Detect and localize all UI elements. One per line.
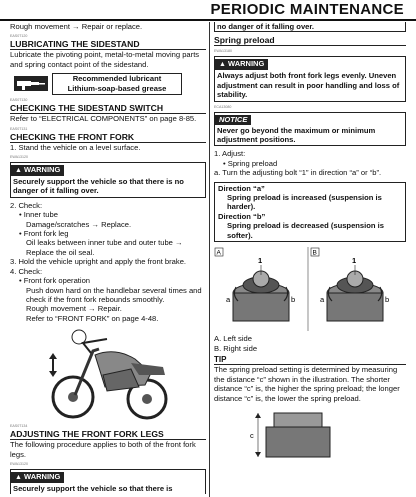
warning-code: EWA13120 — [10, 461, 29, 466]
sidestand-switch-heading: CHECKING THE SIDESTAND SWITCH — [10, 103, 206, 114]
step-3: 3. Hold the vehicle upright and apply the front brake. — [10, 257, 187, 267]
figure-number: 1 — [258, 256, 263, 266]
header-rule — [0, 19, 416, 21]
tip-label: TIP — [214, 354, 227, 364]
figure-direction-b: b — [385, 295, 390, 305]
warning-tag — [11, 472, 64, 483]
warning-box — [10, 469, 206, 494]
left-column — [10, 22, 206, 494]
column-divider — [209, 22, 210, 497]
notice-box — [214, 112, 406, 147]
warning-text: Securely support the vehicle so that there is no danger of it falling over. — [13, 177, 184, 196]
front-fork-leg-item: • Front fork leg — [19, 229, 69, 239]
lubricant-box — [52, 73, 182, 95]
section-code: EAS0T134 — [10, 424, 28, 429]
section-code: EAS0T130 — [10, 98, 28, 103]
motorcycle-illustration — [35, 325, 185, 421]
warning-triangle-icon: ▲ — [15, 167, 22, 175]
warning-tag — [215, 59, 268, 70]
warning-triangle-icon: ▲ — [219, 61, 226, 69]
warning-label: WARNING — [24, 471, 61, 481]
figure-direction-a: a — [226, 295, 231, 305]
warning-box — [214, 56, 406, 101]
front-fork-heading: CHECKING THE FRONT FORK — [10, 132, 206, 143]
notice-tag: NOTICE — [215, 115, 251, 125]
section-code: EAS0T131 — [10, 126, 28, 131]
rough-movement-text: Rough movement → Repair or replace. — [10, 22, 143, 31]
warning-text: Securely support the vehicle so that there is — [13, 483, 173, 493]
page-header — [0, 0, 416, 18]
direction-a-text: Spring preload is increased (suspension is harder). — [227, 193, 382, 212]
direction-b-title: Direction “b” — [218, 211, 266, 221]
step-1: 1. Stand the vehicle on a level surface. — [10, 142, 141, 152]
warning-label: WARNING — [24, 165, 61, 175]
warning-text: Always adjust both front fork legs evenly. Uneven adjustment can result in poor handling and loss of stability. — [217, 71, 400, 100]
adjust-body: The following procedure applies to both of the front fork legs. — [10, 440, 196, 459]
preload-measurement-figure — [214, 407, 402, 467]
figure-label-a: A — [216, 249, 221, 257]
figure-direction-a: a — [320, 295, 325, 305]
section-code: EAS0T120 — [10, 34, 28, 39]
caption-left-side: A. Left side — [214, 334, 252, 344]
figure-label-b: B — [312, 249, 317, 257]
figure-direction-b: b — [291, 295, 296, 305]
spring-preload-item: • Spring preload — [223, 158, 278, 168]
figure-number: 1 — [352, 256, 357, 266]
step-4: 4. Check: — [10, 266, 43, 276]
lubricant-label: Recommended lubricant — [72, 74, 162, 84]
fork-operation-body: Push down hard on the handlebar several times and check if the front fork rebounds smoothly. — [26, 285, 202, 304]
step-1a: a. Turn the adjusting bolt “1” in direction “a” or “b”. — [214, 168, 382, 178]
warning-box-continued — [214, 22, 406, 32]
step-1: 1. Adjust: — [214, 149, 246, 159]
spring-preload-heading: Spring preload — [214, 35, 406, 46]
lubricant-callout — [10, 73, 206, 95]
notice-text: Never go beyond the maximum or minimum adjustment positions. — [217, 125, 376, 145]
warning-tag — [11, 165, 64, 176]
sidestand-heading: LUBRICATING THE SIDESTAND — [10, 39, 206, 50]
warning-triangle-icon: ▲ — [15, 473, 22, 481]
warning-continued-text: no danger of it falling over. — [217, 22, 315, 31]
lubricant-value: Lithium-soap-based grease — [67, 83, 167, 93]
warning-label: WARNING — [228, 59, 265, 69]
inner-tube-item: • Inner tube — [19, 210, 58, 220]
page-title: PERIODIC MAINTENANCE — [210, 1, 404, 18]
warning-code: EWA13120 — [10, 155, 29, 160]
step-2: 2. Check: — [10, 200, 43, 210]
notice-code: ECA13080 — [214, 104, 232, 109]
caption-right-side: B. Right side — [214, 343, 258, 353]
direction-a-title: Direction “a” — [218, 183, 265, 193]
warning-box — [10, 162, 206, 198]
tip-body: The spring preload setting is determined by measuring the distance “c” shown in the illustration. The shorter distance “c” is, the higher the spring preload; the longer distance “c” is, the lower the spring preload. — [214, 365, 400, 403]
fork-operation-result: Rough movement → Repair. — [26, 304, 122, 314]
fork-adjuster-figure — [214, 247, 402, 331]
fork-operation-ref: Refer to “FRONT FORK” on page 4-48. — [26, 313, 159, 323]
fork-operation-item: • Front fork operation — [19, 276, 91, 286]
oil-leak-result: Oil leaks between inner tube and outer tube → Replace the oil seal. — [26, 238, 183, 257]
figure-distance-c: c — [250, 430, 254, 440]
tip-header — [214, 355, 406, 365]
warning-code: EWA13180 — [214, 49, 233, 54]
adjust-heading: ADJUSTING THE FRONT FORK LEGS — [10, 429, 206, 440]
direction-b-text: Spring preload is decreased (suspension is softer). — [227, 221, 384, 240]
grease-gun-icon — [14, 76, 48, 91]
sidestand-switch-body: Refer to “ELECTRICAL COMPONENTS” on page 8-85. — [10, 114, 197, 124]
direction-box — [214, 182, 406, 242]
inner-tube-result: Damage/scratches → Replace. — [26, 219, 132, 229]
right-column — [214, 22, 406, 467]
sidestand-body: Lubricate the pivoting point, metal-to-metal moving parts and spring contact point of the sidestand. — [10, 50, 200, 69]
